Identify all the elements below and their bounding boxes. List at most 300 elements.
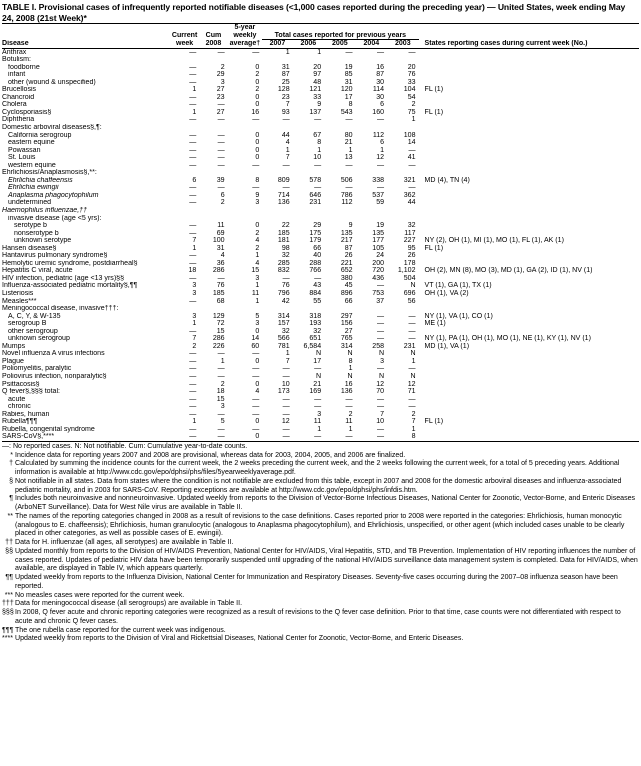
- count-cell: —: [189, 116, 197, 124]
- count-cell: 29: [313, 222, 322, 230]
- count-cell: —: [377, 282, 385, 290]
- count-cell: 32: [281, 252, 290, 260]
- count-cell: 136: [277, 199, 290, 207]
- count-cell: —: [377, 184, 385, 192]
- footnote: [2, 443, 639, 452]
- count-cell: [356, 169, 387, 177]
- count-cell: 137: [309, 108, 322, 116]
- count-cell: —: [217, 101, 225, 109]
- count-cell: 297: [340, 312, 353, 320]
- footnote-marker: ¶¶: [5, 574, 13, 582]
- count-cell: 781: [277, 342, 290, 350]
- count-cell: —: [377, 327, 385, 335]
- count-cell: 1: [192, 418, 197, 426]
- table-row: [2, 147, 639, 155]
- count-cell: 1: [285, 146, 290, 154]
- count-cell: 7: [285, 357, 290, 365]
- count-cell: 169: [309, 388, 322, 396]
- count-cell: [356, 207, 387, 215]
- previous-years-group-header: Total cases reported for previous years: [262, 32, 418, 40]
- count-cell: —: [217, 365, 225, 373]
- count-cell: [324, 124, 355, 132]
- disease-name: Domestic arboviral diseases§,¶:: [2, 123, 102, 131]
- count-cell: 175: [309, 229, 322, 237]
- footnote-text: Updated weekly from reports to the Influenza Division, National Center for Immunization and Respiratory Diseases. Seventy-five cases occurring during the 2007–08 influenza season have been reported.: [15, 574, 618, 590]
- count-cell: —: [252, 116, 260, 124]
- count-cell: 22: [281, 222, 290, 230]
- table-row: [2, 48, 639, 56]
- count-cell: 766: [309, 267, 322, 275]
- table-row: [2, 184, 639, 192]
- count-cell: 135: [372, 229, 385, 237]
- count-cell: —: [217, 184, 225, 192]
- count-cell: —: [252, 184, 260, 192]
- count-cell: —: [282, 161, 290, 169]
- footnote-text: In 2008, Q fever acute and chronic reporting categories were recognized as a result of revisions to the Q fever case definition. Prior to that time, case counts were not differentiated with respect to acute and chronic Q fever cases.: [15, 609, 621, 625]
- count-cell: [324, 215, 355, 223]
- count-cell: 135: [340, 229, 353, 237]
- footnote-marker: **: [7, 512, 13, 520]
- count-cell: 537: [372, 191, 385, 199]
- count-cell: 0: [255, 101, 260, 109]
- count-cell: 10: [281, 380, 290, 388]
- count-cell: 436: [372, 274, 385, 282]
- disease-name: A, C, Y, & W-135: [8, 312, 61, 320]
- count-cell: 185: [277, 229, 290, 237]
- table-row: [2, 162, 639, 170]
- count-cell: 231: [309, 199, 322, 207]
- states-reporting: [419, 373, 639, 381]
- count-cell: 0: [255, 418, 260, 426]
- footnote: [2, 513, 639, 539]
- table-row: [2, 313, 639, 321]
- disease-name: Cholera: [2, 101, 27, 109]
- table-row: [2, 433, 639, 441]
- count-cell: 753: [372, 290, 385, 297]
- count-cell: 5: [220, 418, 225, 426]
- count-cell: —: [262, 433, 292, 441]
- count-cell: 29: [216, 71, 225, 79]
- count-cell: —: [345, 161, 353, 169]
- count-cell: 0: [255, 93, 260, 101]
- count-cell: 506: [340, 176, 353, 184]
- count-cell: 896: [340, 290, 353, 297]
- disease-name: other (wound & unspecified): [8, 78, 96, 86]
- footnote-text: Calculated by summing the incidence counts for the current week, the 2 weeks preceding the current week, and the 2 weeks following the current week, for a total of 5 preceding years. Additional information is available at http://www.cdc.gov/epo/dphsi/phs/files/5yearweeklyaverage.pdf.: [15, 460, 620, 477]
- count-cell: —: [189, 274, 197, 282]
- count-cell: 4: [255, 388, 260, 396]
- count-cell: [387, 215, 418, 223]
- disease-name: undetermined: [8, 199, 52, 207]
- states-reporting: [419, 433, 639, 441]
- table-row: [2, 101, 639, 109]
- disease-name: Haemophilus influenzae,††: [2, 206, 88, 214]
- count-cell: 8: [348, 357, 353, 365]
- count-cell: —: [345, 116, 353, 124]
- count-cell: —: [189, 161, 197, 169]
- count-cell: [293, 124, 324, 132]
- table-row: [2, 298, 639, 306]
- count-cell: —: [252, 48, 260, 56]
- count-cell: —: [252, 403, 260, 411]
- cum-header-line2: 2008: [199, 40, 227, 49]
- count-cell: 157: [277, 320, 290, 328]
- count-cell: [262, 207, 292, 215]
- count-cell: 19: [344, 63, 353, 71]
- count-cell: 286: [212, 335, 225, 343]
- count-cell: —: [217, 274, 225, 282]
- count-cell: 27: [344, 327, 353, 335]
- cum-header-line1: Cum: [205, 32, 222, 39]
- count-cell: 8: [255, 176, 260, 184]
- count-cell: [228, 215, 263, 223]
- count-cell: 0: [255, 357, 260, 365]
- count-cell: 12: [407, 380, 416, 388]
- states-reporting: [419, 56, 639, 64]
- count-cell: 67: [313, 131, 322, 139]
- table-row: [2, 350, 639, 358]
- count-cell: 27: [216, 86, 225, 94]
- states-reporting: FL (1): [424, 86, 444, 94]
- disease-name: chronic: [8, 403, 31, 411]
- count-cell: 173: [277, 388, 290, 396]
- count-cell: 20: [313, 63, 322, 71]
- count-cell: 1: [192, 244, 197, 252]
- count-cell: —: [189, 297, 197, 305]
- count-cell: 2: [220, 63, 225, 71]
- disease-name: Measles***: [2, 297, 37, 305]
- count-cell: 2: [348, 410, 353, 418]
- disease-name: Botulism:: [2, 56, 31, 64]
- footnote-text: Data for meningococcal disease (all serogroups) are available in Table II.: [15, 600, 243, 608]
- table-row: [2, 252, 639, 260]
- count-cell: 0: [255, 146, 260, 154]
- count-cell: N: [378, 350, 385, 358]
- count-cell: —: [324, 433, 355, 441]
- count-cell: 200: [372, 259, 385, 267]
- count-cell: 3: [255, 199, 260, 207]
- states-reporting: [419, 403, 639, 411]
- table-row: [2, 132, 639, 140]
- footnote: [2, 539, 639, 548]
- table-row: [2, 116, 639, 124]
- count-cell: —: [189, 365, 197, 373]
- count-cell: 318: [309, 312, 322, 320]
- count-cell: 2: [255, 71, 260, 79]
- count-cell: 70: [376, 388, 385, 396]
- count-cell: 651: [309, 335, 322, 343]
- count-cell: [324, 305, 355, 313]
- count-cell: —: [189, 191, 197, 199]
- count-cell: —: [189, 388, 197, 396]
- count-cell: 7: [192, 237, 197, 245]
- count-cell: —: [189, 222, 197, 230]
- disease-name: Ehrlichiosis/Anaplasmosis§,**:: [2, 169, 97, 177]
- disease-name: Rubella¶¶¶: [2, 418, 38, 426]
- count-cell: 93: [281, 108, 290, 116]
- count-cell: 3: [192, 282, 197, 290]
- count-cell: —: [314, 274, 322, 282]
- count-cell: [356, 305, 387, 313]
- count-cell: 4: [255, 237, 260, 245]
- count-cell: N: [378, 373, 385, 381]
- count-cell: N: [316, 373, 322, 381]
- count-cell: 18: [216, 388, 225, 396]
- disease-name: Diphtheria: [2, 116, 35, 124]
- count-cell: —: [314, 403, 322, 411]
- count-cell: 193: [309, 320, 322, 328]
- footnote-text: —: No reported cases. N: Not notifiable. Cum: Cumulative year-to-date counts.: [2, 442, 248, 450]
- table-body: [2, 48, 639, 441]
- states-reporting: [419, 365, 639, 373]
- count-cell: 3: [380, 357, 385, 365]
- states-reporting: [419, 252, 639, 260]
- count-cell: 60: [251, 342, 260, 350]
- states-reporting: [419, 388, 639, 396]
- count-cell: 338: [372, 176, 385, 184]
- count-cell: —: [408, 48, 416, 56]
- count-cell: [387, 207, 418, 215]
- count-cell: 85: [344, 71, 353, 79]
- count-cell: 504: [403, 274, 416, 282]
- count-cell: 6: [380, 139, 385, 147]
- states-reporting: FL (1): [424, 244, 444, 252]
- states-reporting: NY (1), VA (1), CO (1): [424, 312, 493, 320]
- count-cell: [228, 207, 263, 215]
- count-cell: 6: [192, 176, 197, 184]
- count-cell: 2: [255, 244, 260, 252]
- count-cell: [170, 169, 199, 177]
- count-cell: 314: [340, 342, 353, 350]
- count-cell: —: [189, 93, 197, 101]
- footnote: [2, 478, 639, 496]
- count-cell: 17: [313, 357, 322, 365]
- footnote-marker: ***: [4, 591, 13, 599]
- disease-name: nonserotype b: [14, 229, 59, 237]
- states-reporting: [419, 79, 639, 87]
- states-reporting: [419, 162, 639, 170]
- count-cell: 1: [192, 86, 197, 94]
- count-cell: —: [252, 425, 260, 433]
- disease-name: Listeriosis: [2, 290, 34, 297]
- count-cell: 0: [255, 78, 260, 86]
- count-cell: —: [189, 71, 197, 79]
- table-row: [2, 71, 639, 79]
- count-cell: 33: [313, 93, 322, 101]
- count-cell: 31: [216, 244, 225, 252]
- states-reporting: [419, 48, 639, 56]
- count-cell: —: [252, 161, 260, 169]
- count-cell: 128: [277, 86, 290, 94]
- table-row: [2, 328, 639, 336]
- states-reporting: [419, 147, 639, 155]
- disease-name: Anaplasma phagocytophilum: [8, 191, 99, 199]
- count-cell: 105: [372, 244, 385, 252]
- count-cell: 30: [376, 93, 385, 101]
- states-reporting: [419, 124, 639, 132]
- disease-name: Hantavirus pulmonary syndrome§: [2, 252, 108, 260]
- count-cell: —: [189, 154, 197, 162]
- table-row: [2, 335, 639, 343]
- count-cell: 11: [345, 418, 353, 426]
- disease-name: Cyclosporiasis§: [2, 108, 52, 116]
- count-cell: 0: [255, 380, 260, 388]
- disease-name: serogroup B: [8, 320, 47, 328]
- count-cell: —: [314, 184, 322, 192]
- disease-name: California serogroup: [8, 131, 72, 139]
- count-cell: 1: [255, 282, 260, 290]
- count-cell: 4: [220, 252, 225, 260]
- count-cell: 1: [411, 425, 416, 433]
- table-row: [2, 64, 639, 72]
- year-header-2007: 2007: [262, 40, 292, 49]
- count-cell: —: [377, 425, 385, 433]
- table-row: [2, 320, 639, 328]
- count-cell: 2: [220, 380, 225, 388]
- count-cell: —: [189, 229, 197, 237]
- count-cell: —: [314, 116, 322, 124]
- states-reporting: MD (1), VA (1): [424, 342, 470, 350]
- count-cell: 13: [344, 154, 353, 162]
- count-cell: 43: [313, 282, 322, 290]
- disease-name: Q fever§,§§§ total:: [2, 388, 60, 396]
- footnote: [2, 495, 639, 513]
- count-cell: 884: [309, 290, 322, 297]
- count-cell: 104: [403, 86, 416, 94]
- count-cell: —: [408, 161, 416, 169]
- count-cell: 566: [277, 335, 290, 343]
- count-cell: 1: [285, 48, 290, 56]
- count-cell: 1: [255, 297, 260, 305]
- count-cell: 543: [340, 108, 353, 116]
- count-cell: [228, 305, 263, 313]
- count-cell: 24: [376, 252, 385, 260]
- count-cell: 76: [281, 282, 290, 290]
- count-cell: 7: [285, 154, 290, 162]
- count-cell: 231: [403, 342, 416, 350]
- count-cell: 42: [281, 297, 290, 305]
- disease-name: other serogroup: [8, 327, 58, 335]
- count-cell: —: [345, 395, 353, 403]
- count-cell: —: [377, 116, 385, 124]
- table-row: [2, 109, 639, 117]
- disease-name: Brucellosis: [2, 86, 37, 94]
- states-reporting: [419, 298, 639, 306]
- count-cell: 1: [411, 357, 416, 365]
- count-cell: 380: [340, 274, 353, 282]
- count-cell: [199, 56, 227, 64]
- count-cell: 7: [285, 101, 290, 109]
- count-cell: —: [408, 320, 416, 328]
- count-cell: 8: [348, 101, 353, 109]
- count-cell: 0: [228, 433, 263, 441]
- count-cell: 0: [255, 327, 260, 335]
- count-cell: 3: [255, 320, 260, 328]
- footnote-marker: §§: [5, 547, 13, 555]
- table-row: [2, 388, 639, 396]
- footnote-text: No measles cases were reported for the current week.: [15, 591, 185, 599]
- count-cell: 69: [216, 229, 225, 237]
- disease-name: foodborne: [8, 63, 40, 71]
- count-cell: 185: [212, 290, 225, 297]
- count-cell: 33: [407, 78, 416, 86]
- count-cell: 1: [317, 48, 322, 56]
- count-cell: 121: [309, 86, 322, 94]
- states-reporting: [419, 215, 639, 223]
- count-cell: [324, 169, 355, 177]
- count-cell: 2: [411, 410, 416, 418]
- states-reporting: [419, 396, 639, 404]
- count-cell: 26: [344, 252, 353, 260]
- count-cell: 11: [313, 418, 322, 426]
- count-cell: 32: [407, 222, 416, 230]
- count-cell: 26: [407, 252, 416, 260]
- count-cell: 36: [216, 259, 225, 267]
- table-row: [2, 79, 639, 87]
- count-cell: —: [170, 433, 199, 441]
- count-cell: [262, 56, 292, 64]
- table-row: [2, 282, 639, 290]
- disease-name: Poliomyelitis, paralytic: [2, 365, 72, 373]
- footnote-text: Updated weekly from reports to the Division of Viral and Rickettsial Diseases, National Center for Zoonotic, Vector-Borne, and Enteric Diseases.: [15, 635, 464, 643]
- count-cell: 23: [281, 93, 290, 101]
- footnote-marker: *: [10, 451, 13, 459]
- disease-name: Hansen disease§: [2, 244, 57, 252]
- count-cell: —: [377, 365, 385, 373]
- disease-name: eastern equine: [8, 139, 55, 147]
- count-cell: 12: [376, 154, 385, 162]
- count-cell: 5: [255, 312, 260, 320]
- count-cell: 31: [344, 78, 353, 86]
- count-cell: 87: [376, 71, 385, 79]
- states-reporting: ME (1): [424, 320, 446, 328]
- count-cell: —: [189, 403, 197, 411]
- count-cell: 20: [407, 63, 416, 71]
- count-cell: 71: [407, 388, 416, 396]
- count-cell: 136: [340, 388, 353, 396]
- count-cell: 646: [309, 191, 322, 199]
- count-cell: 1: [192, 320, 197, 328]
- count-cell: 44: [281, 131, 290, 139]
- avg-header-line1: 5-year: [228, 24, 263, 32]
- footnote: [2, 627, 639, 636]
- count-cell: —: [282, 373, 290, 381]
- count-cell: 221: [340, 259, 353, 267]
- count-cell: 114: [372, 86, 385, 94]
- year-header-2005: 2005: [324, 40, 355, 49]
- count-cell: [293, 215, 324, 223]
- count-cell: 1: [348, 425, 353, 433]
- count-cell: 6: [220, 191, 225, 199]
- count-cell: [324, 207, 355, 215]
- count-cell: [293, 207, 324, 215]
- count-cell: 112: [372, 131, 385, 139]
- count-cell: 19: [376, 222, 385, 230]
- count-cell: 217: [340, 237, 353, 245]
- count-cell: —: [377, 48, 385, 56]
- disease-name: Plague: [2, 357, 24, 365]
- count-cell: 11: [251, 290, 260, 297]
- count-cell: [293, 56, 324, 64]
- count-cell: 178: [403, 259, 416, 267]
- states-reporting: [419, 199, 639, 207]
- states-reporting: [419, 350, 639, 358]
- count-cell: —: [217, 410, 225, 418]
- count-cell: 56: [407, 297, 416, 305]
- count-cell: 177: [372, 237, 385, 245]
- count-cell: —: [217, 139, 225, 147]
- count-cell: [170, 207, 199, 215]
